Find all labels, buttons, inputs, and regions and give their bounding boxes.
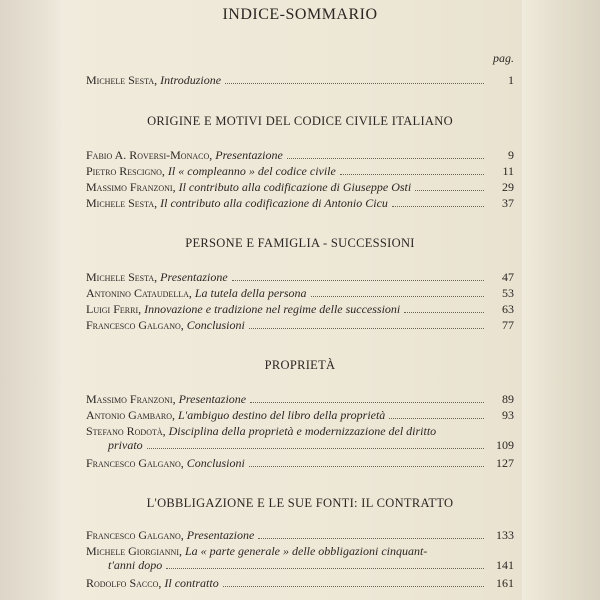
toc-entry: Michele Sesta, Presentazione 47: [86, 270, 514, 284]
section-heading: L'OBBLIGAZIONE E LE SUE FONTI: IL CONTRATTO: [146, 496, 454, 510]
toc-entry: Antonio Gambaro, L'ambiguo destino del libro della proprietà 93: [86, 408, 514, 422]
leader-dots: [166, 567, 484, 569]
leader-dots: [225, 82, 484, 84]
entry-author: Stefano Rodotà: [86, 424, 163, 438]
toc-entry: Rodolfo Sacco, Il contratto 161: [86, 576, 514, 590]
entry-page: 37: [502, 196, 514, 210]
toc-entry: Francesco Galgano, Presentazione 133: [86, 528, 514, 542]
entry-title: La tutela della persona: [194, 286, 307, 300]
entry-author: Antonino Cataudella: [86, 286, 189, 300]
entry-page: 9: [508, 148, 514, 162]
entry-title-continued: privato: [108, 438, 143, 452]
entry-author: Massimo Franzoni: [86, 392, 173, 406]
toc-entry: Fabio A. Roversi-Monaco, Presentazione 9: [86, 148, 514, 162]
entry-page: 1: [508, 73, 514, 87]
entry-title: Il contributo alla codificazione di Antonio Cicu: [160, 196, 388, 210]
entry-page: 127: [496, 456, 514, 470]
toc-entry: Stefano Rodotà , Disciplina della proprietà e modernizzazione del diritto privato 109: [86, 424, 514, 452]
leader-dots: [404, 311, 484, 313]
toc-entry: Francesco Galgano, Conclusioni 127: [86, 456, 514, 470]
entry-author: Michele Sesta: [86, 270, 155, 284]
page-edge-right: [522, 0, 600, 600]
entry-title: Il contratto: [164, 576, 219, 590]
entry-author: Michele Sesta: [86, 73, 155, 87]
leader-dots: [415, 189, 484, 191]
entry-page: 109: [496, 438, 514, 452]
entry-page: 29: [502, 180, 514, 194]
page-title: INDICE-SOMMARIO: [222, 6, 378, 23]
section-heading: ORIGINE E MOTIVI DEL CODICE CIVILE ITALIANO: [147, 114, 453, 128]
toc-entry: Luigi Ferri, Innovazione e tradizione nel regime delle successioni 63: [86, 302, 514, 316]
leader-dots: [258, 537, 484, 539]
leader-dots: [287, 157, 484, 159]
pag-label: pag.: [493, 51, 514, 65]
leader-dots: [340, 173, 484, 175]
entry-title: Conclusioni: [186, 456, 245, 470]
entry-title: Il « compleanno » del codice civile: [167, 164, 336, 178]
entry-author: Pietro Rescigno: [86, 164, 162, 178]
entry-page: 89: [502, 392, 514, 406]
entry-title: Presentazione: [186, 528, 255, 542]
entry-page: 133: [496, 528, 514, 542]
entry-page: 93: [502, 408, 514, 422]
entry-page: 53: [502, 286, 514, 300]
entry-page: 63: [502, 302, 514, 316]
toc-entry: Francesco Galgano, Conclusioni 77: [86, 318, 514, 332]
entry-page: 11: [502, 164, 514, 178]
leader-dots: [249, 465, 484, 467]
entry-title: Presentazione: [178, 392, 247, 406]
section-heading: PERSONE E FAMIGLIA - SUCCESSIONI: [185, 236, 415, 250]
leader-dots: [232, 279, 484, 281]
leader-dots: [147, 447, 484, 449]
entry-title: Presentazione: [215, 148, 283, 162]
entry-author: Michele Sesta: [86, 196, 155, 210]
toc-entry: Massimo Franzoni, Il contributo alla codificazione di Giuseppe Osti 29: [86, 180, 514, 194]
entry-author: Antonio Gambaro: [86, 408, 172, 422]
entry-title: L'ambiguo destino del libro della proprietà: [177, 408, 386, 422]
leader-dots: [311, 295, 484, 297]
entry-title: Il contributo alla codificazione di Giuseppe Osti: [178, 180, 412, 194]
entry-title: Presentazione: [160, 270, 228, 284]
entry-title: La « parte generale » delle obbligazioni cinquant-: [185, 544, 428, 558]
entry-author: Luigi Ferri: [86, 302, 139, 316]
entry-page: 47: [502, 270, 514, 284]
entry-title-continued: t'anni dopo: [108, 558, 163, 572]
entry-page: 77: [502, 318, 514, 332]
entry-title: Innovazione e tradizione nel regime delle successioni: [144, 302, 401, 316]
leader-dots: [392, 205, 484, 207]
toc-entry: Michele Giorgianni , La « parte generale » delle obbligazioni cinquant- t'anni dopo 141: [86, 544, 514, 572]
page-edge-left: [0, 0, 62, 600]
toc-entry: Michele Sesta, Introduzione 1: [86, 73, 514, 87]
toc-entry: Michele Sesta, Il contributo alla codificazione di Antonio Cicu 37: [86, 196, 514, 210]
leader-dots: [249, 327, 484, 329]
entry-author: Fabio A. Roversi-Monaco: [86, 148, 210, 162]
toc-entry: Antonino Cataudella, La tutela della persona 53: [86, 286, 514, 300]
entry-title: Disciplina della proprietà e modernizzazione del diritto: [168, 424, 437, 438]
entry-author: Francesco Galgano: [86, 456, 181, 470]
leader-dots: [389, 417, 484, 419]
entry-page: 161: [496, 576, 514, 590]
entry-author: Massimo Franzoni: [86, 180, 173, 194]
entry-author: Rodolfo Sacco: [86, 576, 159, 590]
toc-entry: Massimo Franzoni, Presentazione 89: [86, 392, 514, 406]
leader-dots: [223, 585, 484, 587]
entry-author: Francesco Galgano: [86, 528, 181, 542]
entry-page: 141: [496, 558, 514, 572]
entry-title: Conclusioni: [186, 318, 245, 332]
leader-dots: [250, 401, 484, 403]
entry-author: Michele Giorgianni: [86, 544, 179, 558]
toc-entry: Pietro Rescigno, Il « compleanno » del codice civile 11: [86, 164, 514, 178]
section-heading: PROPRIETÀ: [264, 358, 336, 372]
entry-author: Francesco Galgano: [86, 318, 181, 332]
entry-title: Introduzione: [160, 73, 222, 87]
